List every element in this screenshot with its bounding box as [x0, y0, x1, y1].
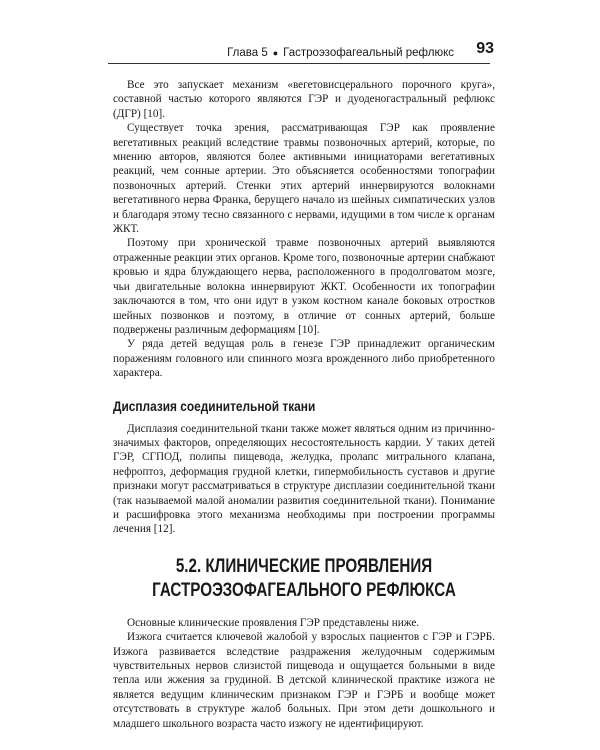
chapter-section-heading [113, 555, 495, 603]
page-body [113, 78, 495, 731]
page-number: 93 [476, 40, 494, 57]
chapter-heading-line-2: ГАСТРОЭЗОФАГЕАЛЬНОГО РЕФЛЮКСА [152, 579, 456, 601]
paragraph: Дисплазия соединительной ткани также может являться одним из причинно-значимых факторов, определяющих несостоятельность кардии. У таких детей ГЭР, СГПОД, полипы пищевода, желудка, пролапс митрального клапана, нефроптоз, деформация грудной клетки, гипермобильность суставов и другие признаки могут рассматриваться в структуре дисплазии соединительной ткани (так называемой малой аномалии развития соединительной ткани). Понимание и расшифровка этого механизма необходимы при построении программы лечения [12]. [113, 422, 495, 536]
bullet-separator-icon: ● [272, 48, 279, 58]
paragraph: Все это запускает механизм «вегетовисцерального порочного круга», составной частью которого являются ГЭР и дуоденогастральный рефлюкс (ДГР) [10]. [113, 79, 495, 120]
running-header-chapter: Глава 5 [227, 47, 268, 59]
paragraph: Изжога считается ключевой жалобой у взрослых пациентов с ГЭР и ГЭРБ. Изжога развивается вследствие раздражения желудочным содержимым чувствительных нервов слизистой пищевода и ощущается больными в виде тепла или жжения за грудиной. В детской клинической практике изжога не является ведущим клиническим признаком ГЭР и ГЭРБ и вообще может отсутствовать в структуре жалоб больных. При этом дети дошкольного и младшего школьного возраста часто изжогу не идентифицируют. [113, 631, 495, 730]
running-header [108, 46, 490, 64]
section-heading: Дисплазия соединительной ткани [113, 398, 316, 414]
paragraph: Основные клинические проявления ГЭР представлены ниже. [127, 616, 420, 629]
paragraph: Существует точка зрения, рассматривающая ГЭР как проявление вегетативных реакций вследствие травмы позвоночных артерий, которые, по мнению авторов, являются более активными инициаторами вегетативных реакций, чем сонные артерии. Это объясняется особенностями топографии позвоночных артерий. Стенки этих артерий иннервируются волокнами вегетативного нерва Франка, берущего начало из шейных симпатических узлов и благодаря этому тесно связанного с нервами, идущими в том числе к органам ЖКТ. [113, 122, 495, 236]
paragraph: Поэтому при хронической травме позвоночных артерий выявляются отраженные реакции этих органов. Кроме того, позвоночные артерии снабжают кровью и ядра блуждающего нерва, расположенного в продолговатом мозге, чьи двигательные волокна иннервируют ЖКТ. Особенности их топографии заключаются в том, что они идут в узком костном канале боковых отростков шейных позвонков и поэтому, в отличие от сонных артерий, больше подвержены различным деформациям [10]. [113, 237, 495, 336]
chapter-heading-line-1: 5.2. КЛИНИЧЕСКИЕ ПРОЯВЛЕНИЯ [175, 555, 433, 577]
running-header-title: Гастроэзофагеальный рефлюкс [283, 47, 454, 59]
paragraph: У ряда детей ведущая роль в генезе ГЭР принадлежит органическим поражениям головного или спинного мозга врожденного либо приобретенного характера. [113, 338, 495, 380]
